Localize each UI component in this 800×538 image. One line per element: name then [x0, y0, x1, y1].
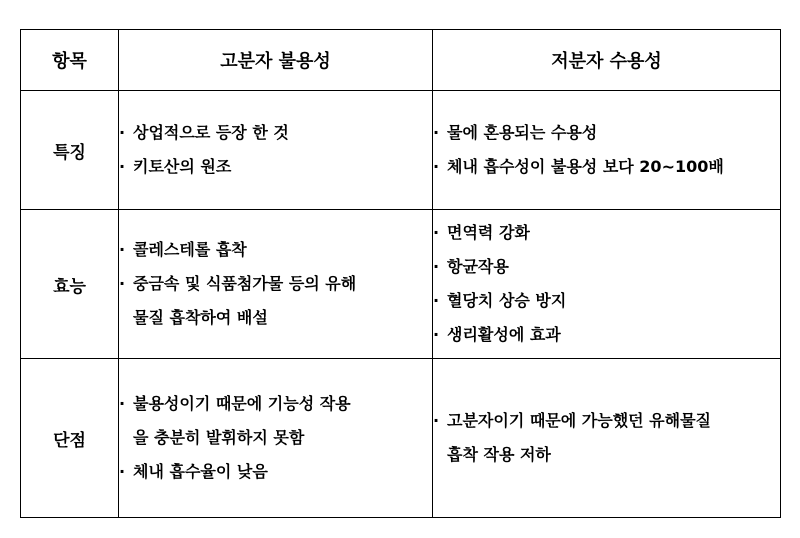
bullet: ·: [433, 123, 440, 142]
cell-low-drawbacks: [433, 359, 781, 518]
list-item: [119, 150, 432, 184]
list-item: [119, 387, 432, 455]
item-text: 체내 흡수율이 낮음: [133, 462, 268, 481]
bullet: ·: [119, 240, 126, 259]
bullet: ·: [119, 274, 126, 293]
list-item: [433, 250, 780, 284]
list-item: [433, 116, 780, 150]
item-text: 불용성이기 때문에 기능성 작용 을 충분히 발휘하지 못함: [133, 394, 351, 447]
list-item: [119, 455, 432, 489]
item-text: 항균작용: [447, 257, 509, 276]
list-item: [433, 284, 780, 318]
list-item: [119, 116, 432, 150]
comparison-table: [20, 29, 781, 518]
cell-low-effects: [433, 210, 781, 359]
item-text: 면역력 강화: [447, 223, 530, 242]
bullet: ·: [119, 394, 126, 413]
bullet: ·: [433, 291, 440, 310]
list-item: [433, 216, 780, 250]
cell-high-features: [119, 91, 433, 210]
item-text: 혈당치 상승 방지: [447, 291, 567, 310]
header-high-molecular: 고분자 불용성: [119, 30, 433, 91]
cell-high-effects: [119, 210, 433, 359]
bullet: ·: [433, 157, 440, 176]
item-text: 체내 흡수성이 불용성 보다 20~100배: [447, 157, 724, 176]
list-item: [119, 267, 432, 335]
list-item: [433, 404, 780, 472]
bullet: ·: [119, 462, 126, 481]
bullet: ·: [433, 257, 440, 276]
bullet: ·: [433, 411, 440, 430]
bullet: ·: [433, 223, 440, 242]
item-text: 상업적으로 등장 한 것: [133, 123, 289, 142]
item-text: 고분자이기 때문에 가능했던 유해물질 흡착 작용 저하: [447, 411, 712, 464]
cell-high-drawbacks: [119, 359, 433, 518]
row-features: [21, 91, 781, 210]
header-item: 항목: [21, 30, 119, 91]
item-text: 콜레스테롤 흡착: [133, 240, 247, 259]
list-item: [433, 150, 780, 184]
bullet: ·: [433, 325, 440, 344]
row-effects: [21, 210, 781, 359]
list-item: [119, 233, 432, 267]
cell-low-features: [433, 91, 781, 210]
header-low-molecular: 저분자 수용성: [433, 30, 781, 91]
list-item: [433, 318, 780, 352]
item-text: 생리활성에 효과: [447, 325, 561, 344]
bullet: ·: [119, 157, 126, 176]
row-label: 효능: [21, 210, 119, 359]
item-text: 중금속 및 식품첨가물 등의 유해 물질 흡착하여 배설: [133, 274, 357, 327]
header-row: [21, 30, 781, 91]
row-label: 특징: [21, 91, 119, 210]
row-label: 단점: [21, 359, 119, 518]
item-text: 물에 혼용되는 수용성: [447, 123, 598, 142]
item-text: 키토산의 원조: [133, 157, 232, 176]
row-drawbacks: [21, 359, 781, 518]
bullet: ·: [119, 123, 126, 142]
